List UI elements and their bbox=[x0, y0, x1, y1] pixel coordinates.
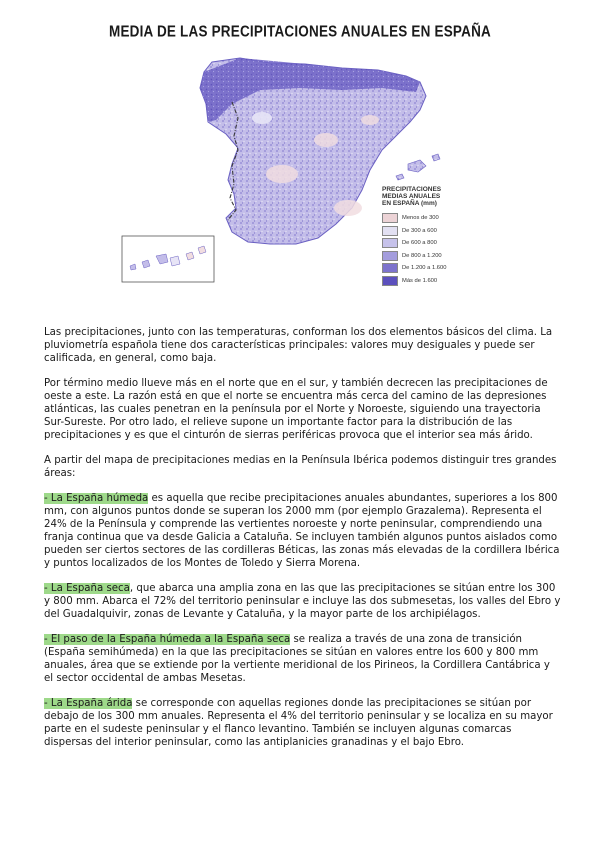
legend-label: De 300 a 600 bbox=[402, 227, 437, 234]
highlight-transition-zone: - El paso de la España húmeda a la España seca bbox=[44, 634, 291, 646]
legend-item bbox=[382, 212, 482, 225]
balearic-islands bbox=[408, 160, 426, 172]
page-title: MEDIA DE LAS PRECIPITACIONES ANUALES EN ESPAÑA bbox=[109, 22, 491, 41]
legend-item bbox=[382, 275, 482, 288]
legend-item bbox=[382, 237, 482, 250]
legend-label: De 1.200 a 1.600 bbox=[402, 265, 447, 272]
legend-swatch bbox=[382, 238, 398, 248]
legend-item bbox=[382, 262, 482, 275]
legend-swatch bbox=[382, 226, 398, 236]
paragraph-arid-spain: - La España árida se corresponde con aquellas regiones donde las precipitaciones se sitúan por debajo de los 300 mm anuales. Representa el 4% del territorio peninsular y se localiza en su mayor parte en el sudeste peninsular y el flanco levantino. También se incluyen algunas comarcas dispersas del interior peninsular, como las antiplanicies granadinas y el bajo Ebro. bbox=[44, 698, 553, 748]
paragraph-intro: Las precipitaciones, junto con las temperaturas, conforman los dos elementos básicos del clima. La pluviometría española tiene dos características principales: valores muy desiguales y puede ser calificada, en general, como baja. bbox=[44, 327, 553, 364]
legend-swatch bbox=[382, 213, 398, 223]
paragraph-dry-spain: - La España seca, que abarca una amplia zona en las que las precipitaciones se sitúan entre los 300 y 800 mm. Abarca el 72% del territorio peninsular e incluye las dos submesetas, los valles del Ebro y del Guadalquivir, zonas de Levante y Cataluña, y la mayor parte de los archipiélagos. bbox=[44, 583, 561, 620]
legend-label: Más de 1.600 bbox=[402, 277, 438, 284]
canary-islands-inset bbox=[122, 236, 214, 282]
legend-item bbox=[382, 225, 482, 238]
paragraph-humid-spain: - La España húmeda es aquella que recibe precipitaciones anuales abundantes, superiores a los 800 mm, con algunos puntos donde se superan los 2000 mm (por ejemplo Grazalema). Representa el 24% de la Península y comprende las vertientes noroeste y norte peninsular, comprendiendo una franja continua que va desde Galicia a Cataluña. Se incluyen también algunos puntos aislados como pueden ser ciertos sectores de las cordilleras Béticas, las zonas más elevadas de la cordillera Ibérica y puntos localizados de los Montes de Toledo y Sierra Morena. bbox=[44, 493, 560, 569]
legend-swatch bbox=[382, 263, 398, 273]
legend-label: De 800 a 1.200 bbox=[402, 252, 442, 259]
paragraph-distribution: Por término medio llueve más en el norte que en el sur, y también decrecen las precipitaciones de oeste a este. La razón está en que el norte se encuentra más cerca del camino de las depresiones atlánticas, las cuales penetran en la península por el Norte y Noroeste, siguiendo una trayectoria Sur-Sureste. Por otro lado, el relieve supone un importante factor para la distribución de las precipitaciones y es que el cinturón de sierras periféricas provoca que el interior sea más árido. bbox=[44, 378, 548, 441]
legend-label: De 600 a 800 bbox=[402, 240, 437, 247]
highlight-humid-spain: - La España húmeda bbox=[44, 493, 149, 505]
legend-swatch bbox=[382, 276, 398, 286]
legend-title: PRECIPITACIONES MEDIAS ANUALES EN ESPAÑA (mm) bbox=[382, 186, 442, 207]
map-legend bbox=[382, 186, 482, 287]
legend-label: Menos de 300 bbox=[402, 215, 439, 222]
legend-swatch bbox=[382, 251, 398, 261]
legend-item bbox=[382, 250, 482, 263]
paragraph-areas: A partir del mapa de precipitaciones medias en la Península Ibérica podemos distinguir tres grandes áreas: bbox=[44, 455, 557, 479]
paragraph-transition-zone: - El paso de la España húmeda a la España seca se realiza a través de una zona de transición (España semihúmeda) en la que las precipitaciones se sitúan en valores entre los 600 y 800 mm anuales, área que se extiende por la vertiente meridional de los Pirineos, la Cordillera Cantábrica y el sector occidental de ambas Mesetas. bbox=[44, 634, 550, 684]
document-body bbox=[44, 327, 562, 762]
highlight-dry-spain: - La España seca bbox=[44, 583, 130, 595]
highlight-arid-spain: - La España árida bbox=[44, 698, 133, 710]
